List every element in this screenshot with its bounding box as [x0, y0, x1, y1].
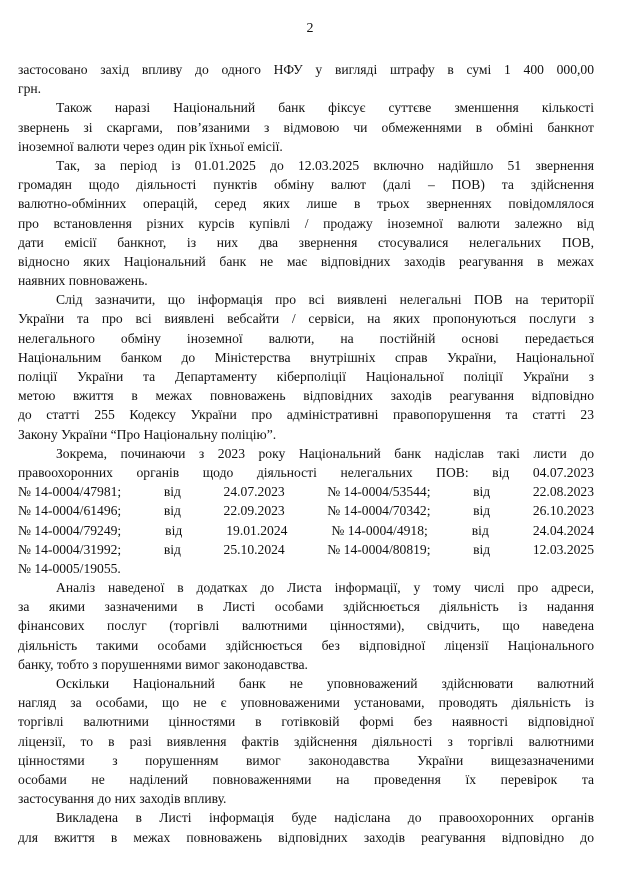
- text-line: метою вжиття в межах повноважень відповідних заходів реагування відповідно: [18, 388, 594, 404]
- letter-cell: від: [163, 541, 181, 557]
- text-line: Закону України “Про Національну поліцію”.: [18, 426, 277, 442]
- text-line: фінансових послуг (торгівлі валютними цінностями), свідчить, що наведена: [18, 618, 594, 634]
- letter-cell: від: [473, 503, 491, 519]
- letter-cell: № 14-0004/80819;: [327, 541, 431, 557]
- letter-row: [18, 521, 594, 540]
- text-line: нагляд за особами, що не є уповноваженими установами, проводять діяльність із: [18, 695, 594, 711]
- text-line: за якими зазначеними в Листі особами здійснюється діяльність із надання: [18, 599, 594, 615]
- text-line: банку, тобто з порушеннями вимог законодавства.: [18, 656, 308, 672]
- letter-cell: 26.10.2023: [532, 503, 594, 519]
- letter-cell: № 14-0004/4918;: [331, 522, 428, 538]
- letter-row: [18, 501, 594, 520]
- text-line: № 14-0005/19055.: [18, 560, 121, 576]
- letter-cell: № 14-0004/47981;: [18, 484, 122, 500]
- letter-cell: від: [473, 484, 491, 500]
- text-line: до статті 255 Кодексу України про адміністративні правопорушення та статті 23: [18, 407, 594, 423]
- text-line: Національним банком до Міністерства внутрішніх справ України, Національної: [18, 349, 594, 365]
- letter-cell: 12.03.2025: [532, 541, 594, 557]
- letter-row: [18, 482, 594, 501]
- text-line: особами не наділений повноваженнями на проведення їх перевірок та: [18, 771, 594, 787]
- letter-row: [18, 540, 594, 559]
- letter-cell: № 14-0004/70342;: [327, 503, 431, 519]
- letter-cell: 22.09.2023: [223, 503, 285, 519]
- text-line: Оскільки Національний банк не уповноважений здійснювати валютний: [56, 676, 594, 691]
- page-number: 2: [306, 21, 314, 36]
- letter-cell: 22.08.2023: [532, 484, 594, 500]
- text-line: діяльність такими особами здійснюється без відповідної ліцензії Національного: [18, 637, 594, 653]
- letter-cell: 19.01.2024: [226, 522, 288, 538]
- text-line: валютно-обмінних операцій, серед яких лише в трьох зверненнях повідомлялося: [18, 196, 594, 212]
- text-line: звернень зі скаргами, пов’язаними з відмовою чи обмеженнями в обміні банкнот: [18, 119, 594, 135]
- letter-cell: 25.10.2024: [223, 541, 285, 557]
- letter-cell: № 14-0004/31992;: [18, 541, 122, 557]
- letter-cell: від: [473, 541, 491, 557]
- text-line: поліції України та Департаменту кіберполіції Національної поліції України з: [18, 369, 594, 384]
- text-line: наявних повноважень.: [18, 273, 148, 289]
- text-line: відносно яких Національний банк не має відповідних заходів реагування в межах: [18, 253, 594, 269]
- text-line: Аналіз наведеної в додатках до Листа інформації, у тому числі про адреси,: [56, 580, 594, 596]
- text-line: застосовано захід впливу до одного НФУ у вигляді штрафу в сумі 1 400 000,00: [18, 62, 594, 77]
- text-line: застосування до них заходів впливу.: [18, 791, 227, 807]
- text-line: Так, за період із 01.01.2025 до 12.03.2025 включно надійшло 51 звернення: [56, 157, 594, 173]
- text-line: нелегального обміну іноземної валюти, на постійній основі передається: [18, 330, 594, 346]
- text-line: про встановлення різних курсів купівлі / продажу іноземної валюти залежно від: [18, 215, 594, 231]
- document-body: [18, 60, 594, 847]
- letter-cell: від: [471, 522, 489, 538]
- text-line: Зокрема, починаючи з 2023 року Національний банк надіслав такі листи до: [56, 445, 594, 461]
- text-line: цінностями з порушенням вимог законодавства України вищезазначеними: [18, 752, 594, 768]
- text-line: України та про всі виявлені вебсайти / сервіси, на яких пропонуються послуги з: [18, 311, 594, 327]
- letter-cell: № 14-0004/79249;: [18, 522, 122, 538]
- letter-cell: № 14-0004/53544;: [327, 484, 431, 500]
- text-line: правоохоронних органів щодо діяльності нелегальних ПОВ: від 04.07.2023: [18, 464, 594, 480]
- text-line: для вжиття в межах повноважень відповідних заходів реагування відповідно до: [18, 829, 594, 845]
- letter-cell: № 14-0004/61496;: [18, 503, 122, 519]
- text-line: громадян щодо діяльності пунктів обміну валют (далі – ПОВ) та здійснення: [18, 177, 594, 193]
- letter-cell: від: [163, 484, 181, 500]
- letter-cell: 24.07.2023: [223, 484, 285, 500]
- text-line: ліцензії, то в разі виявлення фактів здійснення діяльності з торгівлі валютними: [18, 733, 594, 749]
- text-line: торгівлі валютними цінностями в готівковій формі без наявності відповідної: [18, 714, 594, 730]
- text-line: іноземної валюти через один рік їхньої емісії.: [18, 138, 283, 154]
- text-line: грн.: [18, 81, 42, 97]
- letter-cell: від: [163, 503, 181, 519]
- text-line: Також наразі Національний банк фіксує суттєве зменшення кількості: [56, 100, 594, 116]
- letter-cell: 24.04.2024: [532, 522, 594, 538]
- letter-cell: від: [165, 522, 183, 538]
- text-line: Слід зазначити, що інформація про всі виявлені нелегальні ПОВ на території: [56, 292, 594, 308]
- text-line: Викладена в Листі інформація буде надіслана до правоохоронних органів: [56, 810, 594, 826]
- text-line: дати емісії банкнот, із них два звернення стосувалися нелегальних ПОВ,: [18, 234, 594, 250]
